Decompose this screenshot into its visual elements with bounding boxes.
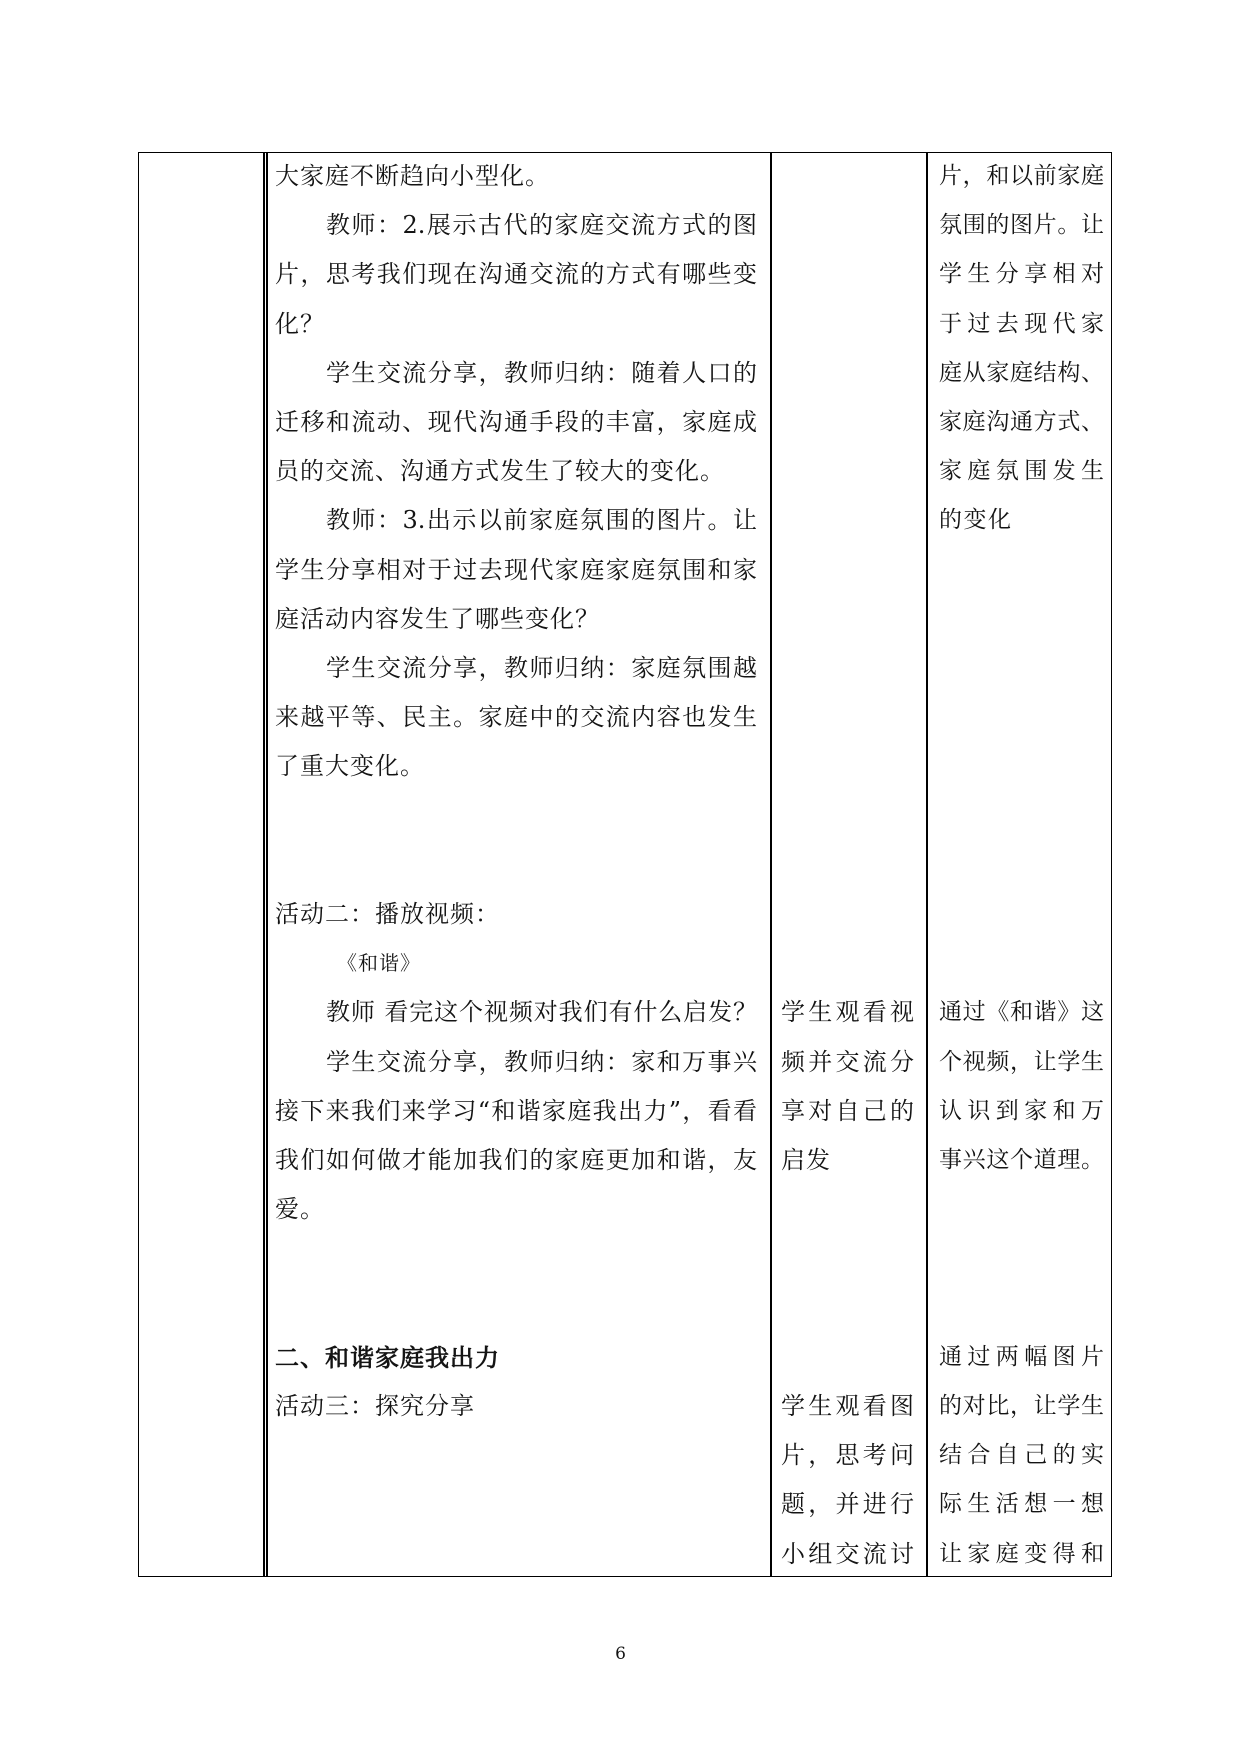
page-number: 6 [615, 1644, 626, 1664]
content-line: 学生交流分享，教师归纳：家庭氛围越 [326, 653, 757, 682]
design-intent-section2 [939, 1333, 1104, 1579]
intent-line: 片，和以前家庭 [939, 163, 1104, 189]
intent-line: 氛围的图片。让 [939, 212, 1104, 239]
content-line: 教师：3.出示以前家庭氛围的图片。让 [326, 506, 757, 535]
content-line: 片，思考我们现在沟通交流的方式有哪些变 [275, 260, 757, 289]
intent-line: 的对比，让学生 [939, 1392, 1104, 1419]
intent-line: 让家庭变得和 [939, 1540, 1104, 1567]
column-divider [266, 152, 268, 1577]
intent-line: 结合自己的实 [939, 1442, 1104, 1469]
activity2-video-title: 《和谐》 [337, 951, 421, 976]
content-line: 迁移和流动、现代沟通手段的丰富，家庭成 [275, 407, 757, 436]
student-line: 享对自己的 [781, 1096, 914, 1125]
section2-block [275, 1333, 757, 1431]
intent-line: 认识到家和万 [939, 1097, 1104, 1124]
intent-line: 于过去现代家 [939, 310, 1104, 337]
intent-line: 际生活想一想 [939, 1491, 1104, 1518]
student-activity3 [781, 1382, 914, 1579]
content-line: 接下来我们来学习“和谐家庭我出力”，看看 [275, 1096, 757, 1125]
content-line: 员的交流、沟通方式发生了较大的变化。 [275, 457, 725, 486]
intent-line: 事兴这个道理。 [939, 1146, 1104, 1173]
content-line: 爱。 [275, 1195, 325, 1224]
intent-line: 家庭氛围发生 [939, 458, 1104, 485]
teaching-content-part1 [275, 152, 757, 791]
content-line: 学生交流分享，教师归纳：随着人口的 [326, 358, 757, 387]
intent-line: 家庭沟通方式、 [939, 408, 1104, 435]
activity2-block [275, 890, 757, 1234]
intent-line: 的变化 [939, 507, 1013, 534]
content-line: 学生分享相对于过去现代家庭家庭氛围和家 [275, 555, 757, 584]
student-line: 题，并进行 [781, 1490, 914, 1519]
student-line: 片，思考问 [781, 1441, 914, 1470]
intent-line: 个视频，让学生 [939, 1048, 1104, 1075]
activity3-title: 活动三：探究分享 [275, 1391, 475, 1420]
activity2-title: 活动二：播放视频： [275, 900, 500, 928]
content-line: 教师：2.展示古代的家庭交流方式的图 [326, 211, 757, 240]
column-divider [770, 152, 772, 1577]
stage-column-cell [140, 154, 261, 1575]
student-activity2 [781, 988, 914, 1185]
section2-heading: 二、和谐家庭我出力 [275, 1342, 500, 1372]
student-line: 频并交流分 [781, 1047, 914, 1076]
content-line: 大家庭不断趋向小型化。 [275, 162, 550, 190]
content-line: 来越平等、民主。家庭中的交流内容也发生 [275, 703, 757, 732]
content-line: 教师 看完这个视频对我们有什么启发？ [326, 998, 757, 1027]
student-line: 小组交流讨 [781, 1539, 914, 1568]
student-line: 学生观看视 [781, 998, 914, 1027]
design-intent-part1 [939, 152, 1104, 546]
content-line: 化？ [275, 309, 325, 338]
intent-line: 通过两幅图片 [939, 1343, 1104, 1370]
content-line: 庭活动内容发生了哪些变化？ [275, 604, 600, 633]
content-line: 我们如何做才能加我们的家庭更加和谐，友 [275, 1145, 757, 1174]
intent-line: 学生分享相对 [939, 261, 1104, 288]
design-intent-activity2 [939, 988, 1104, 1185]
student-line: 学生观看图 [781, 1392, 914, 1420]
content-line: 了重大变化。 [275, 752, 425, 781]
intent-line: 通过《和谐》这 [939, 999, 1104, 1026]
column-divider [926, 152, 928, 1577]
content-line: 学生交流分享，教师归纳：家和万事兴 [326, 1047, 757, 1076]
intent-line: 庭从家庭结构、 [939, 359, 1104, 386]
column-divider [263, 152, 265, 1577]
student-line: 启发 [781, 1145, 831, 1174]
